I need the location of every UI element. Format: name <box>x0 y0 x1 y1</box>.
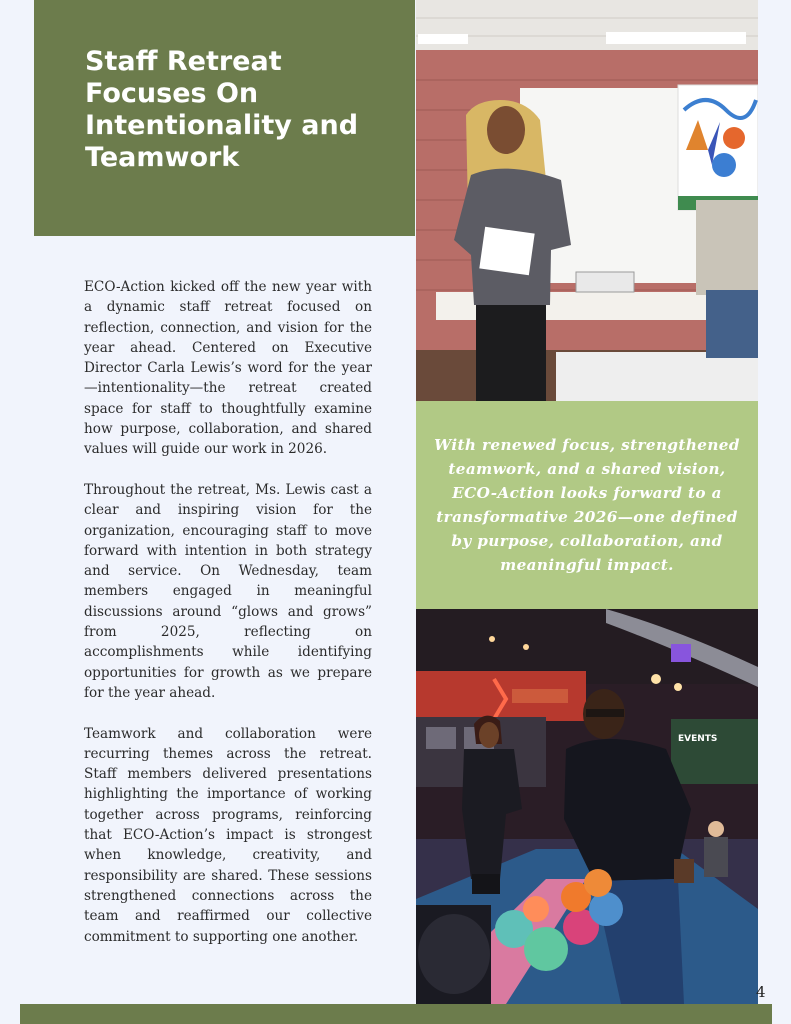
quote-text: With renewed focus, strengthened teamwork, and a shared vision, ECO-Action looks forward to a transformative 2026—one defined by purpose, collaboration, and meaningful impact. <box>434 436 740 574</box>
article-paragraph: Teamwork and collaboration were recurring themes across the retreat. Staff members delivered presentations highlighting the importance of working together across programs, reinforcing that ECO-Action’s impact is strongest when knowledge, creativity, and responsibility are shared. These sessions strengthened connections across the team and reaffirmed our collective commitment to supporting one another. <box>84 725 372 945</box>
article-paragraph: ECO-Action kicked off the new year with a dynamic staff retreat focused on reflection, connection, and vision for the year ahead. Centered on Executive Director Carla Lewis’s word for the year—intentionality—the retreat created space for staff to thoughtfully examine how purpose, collaboration, and shared values will guide our work in 2026. <box>84 279 372 458</box>
events-sign: EVENTS <box>678 734 718 744</box>
bowling-photo <box>416 609 758 1004</box>
page-title: Staff Retreat Focuses On Intentionality and Teamwork <box>85 46 359 173</box>
article-paragraph: Throughout the retreat, Ms. Lewis cast a clear and inspiring vision for the organization, encouraging staff to move forward with intention in both strategy and service. On Wednesday, team members engaged in meaningful discussions around “glows and grows” from 2025, reflecting on accomplishments while identifying opportunities for growth as we prepare for the year ahead. <box>84 481 372 701</box>
page-number: 4 <box>756 983 766 1001</box>
pull-quote <box>416 401 758 609</box>
article-body <box>84 277 372 967</box>
title-banner <box>34 0 415 236</box>
footer-bar <box>20 1004 772 1024</box>
presentation-photo <box>416 0 758 401</box>
